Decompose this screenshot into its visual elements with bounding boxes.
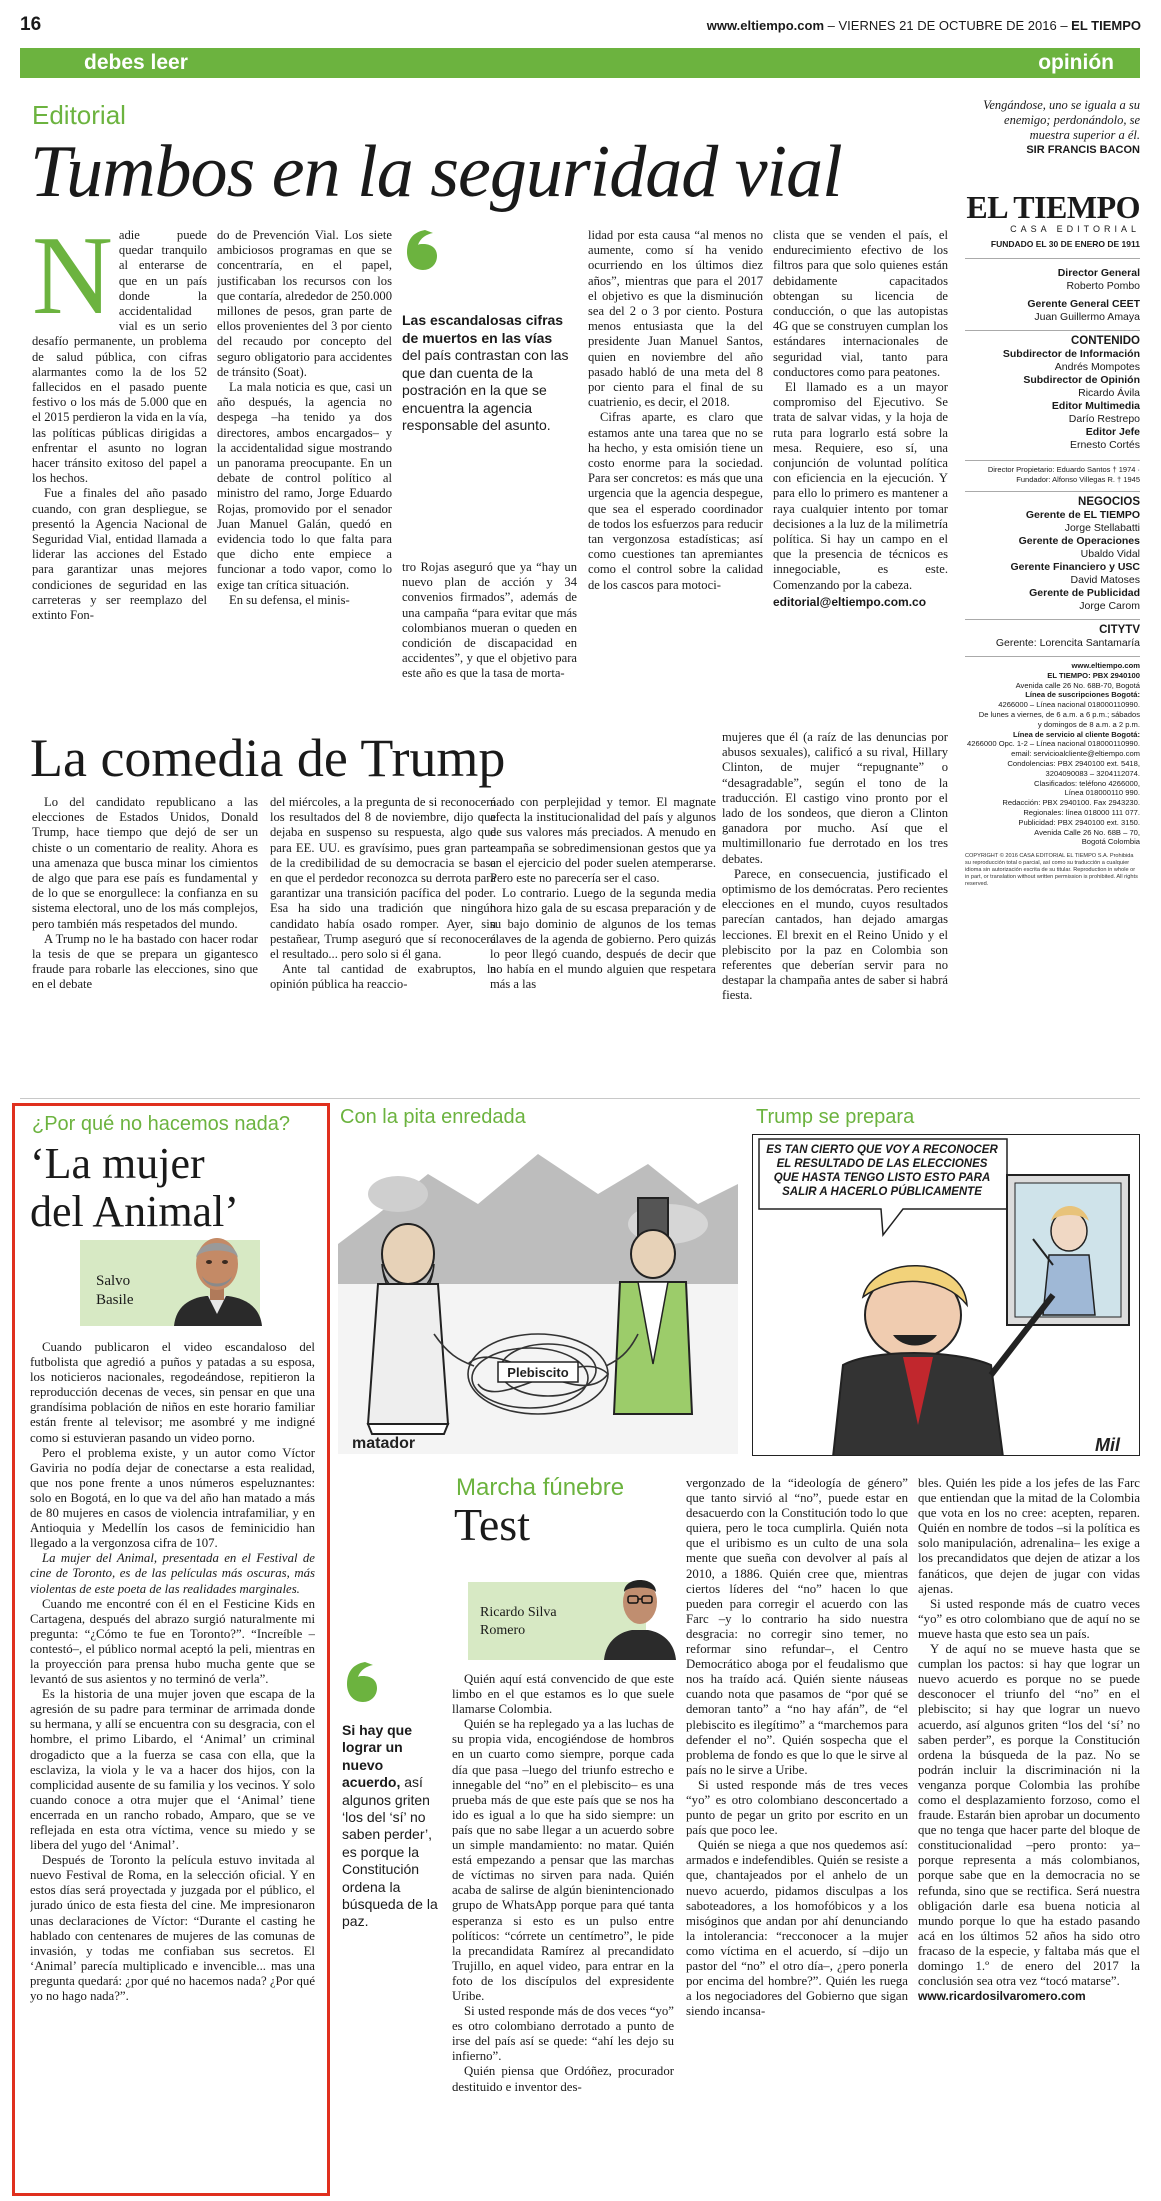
staff-name: Juan Guillermo Amaya — [1034, 311, 1140, 323]
editorial-kicker: Editorial — [32, 100, 126, 130]
basile-headline-line-1: ‘La mujer — [30, 1139, 205, 1188]
basile-avatar — [168, 1230, 266, 1326]
editorial-col-1-text: adie puede quedar tranquilo al enterarse de que en un país donde la accidentalidad vial es un serio desafío permanente, un problema de salud pública, con cifras alarmantes como la de los 52 fallecidos en el pasado puente festivo o los más de 5.000 que en el 2015 perdieron la vida en la vía, las políticas públicas dirigidas a enfrentar el asunto no logran hacer tránsito exitoso del papel a los hechos. — [32, 228, 207, 486]
section-right: opinión — [1038, 51, 1114, 74]
silva-col-3-p2: Si usted responde más de cuatro veces “yo” es otro colombiano que de aquí no se mueve hasta que esto sea un país. — [918, 1596, 1140, 1641]
basile-p3 — [30, 1551, 315, 1596]
silva-col-1-p2: Quién se ha replegado ya a las luchas de su propia vida, encogiéndose de hombros en un cuarto como siempre, porque cada día que pasa –luego del triunfo estrecho e innegable del “no” en el plebiscito– es una prueba más de que este país que se nos ha ido es igual a lo que ha sido siempre: un país que no sabe llegar a un acuerdo sobre un simple mandamiento: no matar. Quién está empezando a pensar que las marchas de víctimas no sirven para nada. Quién acaba de salirse de algún bienintencionado grupo de WhatsApp porque para qué tanta esperanza si esto es un pulso entre políticos: “córrete un centímetro”, le pide la precandidata Ramírez al precandidato Trujillo, en aquel video, para entrar en la foto de los discípulos del expresidente Uribe. — [452, 1717, 674, 2003]
business-role: Gerente de EL TIEMPO — [1025, 509, 1140, 521]
contact-line: 4266000 Opc. 1-2 – Línea nacional 018000110990. — [967, 739, 1140, 749]
cartoon-1-label: Plebiscito — [507, 1365, 569, 1380]
editorial-pullquote — [402, 312, 572, 435]
trump-col-2-p2: Ante tal cantidad de exabruptos, la opinión pública ha reaccio- — [270, 962, 496, 992]
business-section: NEGOCIOS — [1078, 496, 1140, 508]
basile-kicker: ¿Por qué no hacemos nada? — [32, 1113, 290, 1135]
masthead-founded: FUNDADO EL 30 DE ENERO DE 1911 — [990, 239, 1140, 249]
pullquote-rest: del país contrastan con las que dan cuenta de la postración en la que se encuentra la agencia responsable del asunto. — [402, 347, 569, 433]
staff-role: Editor Multimedia — [1051, 400, 1140, 412]
author-last: Basile — [96, 1292, 134, 1308]
cartoon-2-speech: ES TAN CIERTO QUE VOY A RECONOCER EL RESULTADO DE LAS ELECCIONES QUE HASTA TENGO LISTO ESTO PARA SALIR A HACERLO PÚBLICAMENTE — [766, 1144, 998, 1198]
contact-line: Línea de servicio al cliente Bogotá: — [1012, 729, 1140, 739]
staff-name: Ricardo Ávila — [1078, 387, 1140, 399]
basile-headline — [30, 1140, 239, 1236]
cartoon-2 — [752, 1134, 1140, 1456]
epigraph-text: Vengándose, uno se iguala a su enemigo; perdonándolo, se muestra superior a él. — [983, 98, 1140, 142]
editorial-email[interactable]: editorial@eltiempo.com.co — [773, 594, 927, 609]
silva-col-2-p2: Si usted responde más de tres veces “yo” es otro colombiano desconcertado a punto de pegar un grito por escrito en un país que poco lee. — [686, 1777, 908, 1838]
contact-line: email: servicioalcliente@eltiempo.com — [1011, 749, 1140, 759]
citytv-manager: Gerente: Lorencita Santamaría — [995, 637, 1140, 649]
staff-role: Subdirector de Información — [1002, 348, 1140, 360]
contact-line: Bogotá Colombia — [1081, 837, 1140, 847]
editorial-col-3-text: tro Rojas aseguró que ya “hay un nuevo plan de acción y 34 convenios firmados”, además de una campaña “para evitar que más colombianos mueran o queden en condición de discapacidad en accidentes”, y que el objetivo para este año es que la tasa de morta- — [402, 560, 577, 681]
business-name: Jorge Carom — [1079, 600, 1140, 612]
trump-headline: La comedia de Trump — [30, 728, 506, 788]
editorial-col-5 — [773, 228, 948, 698]
silva-col-2-p1: vergonzado de la “ideología de género” que tanto sirvió al “no”, puede estar en desacuerdo con la Constitución todo lo que quiera, pero le toca cumplirla. Quién nota que el uribismo es un culto de una sola mente que sueña con devolver al país al 2010, a 1886. Quién cree que, mientras ciertos líderes del “no” hacen lo que pueden para corregir el acuerdo con las Farc –y lo contrario ha sido nuestra desgracia: no corregir sino temer, no reformar sino refundar–, el Centro Democrático aboga por el feudalismo que nos ha traído acá. Quién siente náuseas cuando nota que pasamos de “por qué se demoran tanto” a “no hay afán”, de “el plebiscito es ilegítimo” a “marchemos para defender el no”. Quién sospecha que el problema de fondo es que lo que le sirve al país no le sirve a Uribe. — [686, 1476, 908, 1777]
section-left: debes leer — [84, 51, 188, 74]
editorial-headline: Tumbos en la seguridad vial — [30, 131, 842, 213]
contact-list — [965, 661, 1140, 847]
editorial-col-4 — [588, 228, 763, 708]
cartoon-1 — [338, 1134, 738, 1454]
masthead-owners: Director Propietario: Eduardo Santos † 1974 · Fundador: Alfonso Villegas R. † 1945 — [987, 465, 1140, 484]
trump-col-3 — [490, 795, 716, 1085]
silva-col-1-p1: Quién aquí está convencido de que este limbo en el que estamos es lo que suele llamarse Colombia. — [452, 1672, 674, 1717]
contact-line: De lunes a viernes, de 6 a.m. a 6 p.m.; sábados — [978, 709, 1140, 719]
copyright: COPYRIGHT © 2016 CASA EDITORIAL EL TIEMPO S.A. Prohibida su reproducción total o parcial, así como su traducción a cualquier idioma sin autorización escrita de su titular. Reproduction in whole or in part, or translation without written permission is prohibited. All rights reserved. — [965, 853, 1138, 888]
masthead-logo: EL TIEMPO — [966, 189, 1140, 225]
page-number: 16 — [20, 14, 42, 35]
silva-pullquote — [342, 1722, 438, 1931]
business-role: Gerente Financiero y USC — [1010, 561, 1140, 573]
basile-p1: Cuando publicaron el video escandaloso del futbolista que agredió a puños y patadas a su esposa, los noticieros nacionales, regodeándose, repitieron la reproducción decenas de veces, sin pensar en que una grandísima población de niños en este horario familiar están frente al televisor; me asombré y me indigné como si estuvieran pasando un video porno. — [30, 1340, 315, 1445]
silva-author — [480, 1604, 557, 1640]
contact-line: Línea 018000110 990. — [1064, 788, 1140, 798]
citytv — [965, 624, 1140, 650]
basile-p6: Después de Toronto la película estuvo invitada al nuevo Festival de Roma, en la selección oficial. Y en estos días será proyectada y juzgada por el público, el jurado único de esta fiesta del cine. Me impresionaron unas declaraciones de Víctor: “Durante el casting he hablado con centenares de mujeres de las comunas de invasión, y todas me confiaban sus secretos. El ‘Animal’ parecía multiplicado e invencible... mas una pregunta quedará: ¿por qué no hacemos nada? ¿Por qué yo no hago nada?”. — [30, 1853, 315, 2004]
staff-name: Ernesto Cortés — [1069, 439, 1140, 451]
trump-col-2 — [270, 795, 496, 1085]
contact-line: 3204090083 – 3204112074. — [1045, 768, 1140, 778]
staff-role: Gerente General CEET — [1027, 298, 1140, 310]
author-first: Ricardo Silva — [480, 1605, 557, 1620]
business-role: Gerente de Publicidad — [1029, 587, 1140, 599]
staff-role: Subdirector de Opinión — [1023, 374, 1140, 386]
contact-line: 4266000 – Línea nacional 018000110990. — [998, 700, 1140, 710]
trump-col-1-p1: Lo del candidato republicano a las elecciones de Estados Unidos, Donald Trump, hace tiempo que dejó de ser un chiste o un comentario de reality. Ahora es una amenaza que busca minar los cimientos de algo que para ese país es fundamental y de lo que se enorgullece: la confianza en su sistema electoral, uno de los más complejos, pero también más respetados del mundo. — [32, 795, 258, 931]
silva-col-3-p1: bles. Quién les pide a los jefes de las Farc que entiendan que la mitad de la Colombia que vota en los no cree: acepten, reparen. Quién en nombre de todos –si la política es solo manipulación, adrenalina– les exige a los precandidatos que dejen de atizar a los fanáticos, que dejen de jugar con vidas ajenas. — [918, 1476, 1140, 1596]
contact-line: Avenida Calle 26 No. 68B – 70, — [1034, 827, 1140, 837]
author-last: Romero — [480, 1623, 526, 1638]
trump-col-4 — [722, 730, 948, 1085]
basile-author — [96, 1272, 134, 1310]
cartoon-1-title: Con la pita enredada — [340, 1106, 526, 1128]
silva-pullquote-bold: Si hay que lograr un nuevo acuerdo, — [342, 1722, 413, 1791]
masthead — [965, 190, 1140, 888]
author-first: Salvo — [96, 1273, 131, 1289]
cartoon-2-signature: Mil — [1095, 1435, 1120, 1455]
silva-col-2-p3: Quién se niega a que nos quedemos así: armados e indefendibles. Quién se resiste a que, chantajeados por el anhelo de un nuevo acuerdo, pidamos disculpas a los saboteadores, a los homofóbicos y a los misóginos que andan por ahí denunciando la intolerancia: “recconocer a la mujer como víctima en el acuerdo, sí –dijo un pastor del “no” el otro día–, ¿pero ponerla por encima del hombre?”. Quién les ruega a los negociadores del Gobierno que sigan siendo incansa- — [686, 1838, 908, 2019]
silva-headline: Test — [454, 1499, 530, 1550]
header-dateline: www.eltiempo.com – VIERNES 21 DE OCTUBRE DE 2016 – EL TIEMPO — [706, 18, 1141, 33]
silva-avatar — [600, 1566, 680, 1660]
editorial-col-1 — [32, 228, 207, 708]
silva-col-2 — [686, 1476, 908, 2194]
pullquote-bold: Las escandalosas cifras de muertos en las vías — [402, 312, 564, 346]
staff-role: Director General — [1057, 267, 1140, 279]
editorial-col-3 — [402, 560, 577, 710]
basile-body — [30, 1340, 315, 2190]
silva-col-3-p3: Y de aquí no se mueve hasta que se cumplan los pactos: si hay que lograr un nuevo acuerdo es porque no se puede desconocer el triunfo del “no” en el plebiscito; si hay que lograr un nuevo acuerdo, así algunos griten “los del ‘sí’ no saben perder”, es porque la Constitución ordena la búsqueda de la paz. No se podrán incluir la discriminación ni la venganza porque Colombia las prohíbe como el desplazamiento forzoso, como el fraude. Estarán bien aprobar un documento que no tenga que hacer parte del bloque de constitucionalidad –pero pronto: ya– porque representa a más colombianos, porque sabe que en la democracia no se refunda, sino que se rectifica. Será nuestra obligación darle esa buena noticia al mundo porque lo que ha estado pasando acá en los últimos 52 años ha sido otro fracaso de la especie, y faltaba más que el domingo 1.º de enero del 2017 la conclusión sea otra vez “tocó matarse”. — [918, 1642, 1140, 1989]
contact-line: Clasificados: teléfono 4266000, — [1034, 778, 1140, 788]
silva-pullquote-icon — [345, 1658, 385, 1710]
editorial-col-1-p2: Fue a finales del año pasado cuando, con gran despliegue, se presentó la Agencia Nacional de Seguridad Vial, entidad llamada a liderar las acciones del Estado para garantizar unas mejores condiciones de seguridad en las carreteras y ser reemplazo del extinto Fon- — [32, 486, 207, 623]
section-bar — [20, 48, 1140, 78]
contact-line: Publicidad: PBX 2940100 ext. 3150. — [1018, 817, 1140, 827]
silva-kicker: Marcha fúnebre — [456, 1474, 625, 1501]
contact-line: Regionales: línea 018000 111 077. — [1023, 807, 1140, 817]
basile-headline-line-2: del Animal’ — [30, 1187, 239, 1236]
staff-list — [965, 267, 1140, 452]
contact-line: Redacción: PBX 2940100. Fax 2943230. — [1002, 798, 1140, 808]
contact-line: Línea de suscripciones Bogotá: — [1025, 690, 1140, 700]
silva-web[interactable]: www.ricardosilvaromero.com — [918, 1989, 1086, 2004]
section-divider — [20, 1098, 1140, 1099]
citytv-label: CITYTV — [1099, 624, 1140, 636]
editorial-col-4-p1: lidad por esta causa “al menos no aumente, como sí ha venido ocurriendo en los últimos diez años”, mientras que para el 2017 el objetivo es que la disminución sea del 2 o 3 por ciento. Postura menos entusiasta que la del presidente Juan Manuel Santos, quien en noviembre del año pasado habló de una meta del 8 por ciento para el final de su cuatrienio, es decir, el 2018. — [588, 228, 763, 410]
pullquote-icon — [405, 226, 445, 278]
editorial-col-4-p2: Cifras aparte, es claro que estamos ante una tarea que no se ha hecho, y esta omisión tiene un costo enorme para la sociedad. Para ser concretos: es más que una urgencia que la agencia despegue, que sea el esperado coordinador de todos los esfuerzos para reducir tan vergonzosa estadísticas; así como cuestiones tan apremiantes como el control sobre la calidad de los cascos para motoci- — [588, 410, 763, 592]
contact-line: Avenida calle 26 No. 68B-70, Bogotá — [1015, 680, 1140, 690]
staff-name: Darío Restrepo — [1068, 413, 1140, 425]
silva-col-1-p4: Quién piensa que Ordóñez, procurador destituido e inventor des- — [452, 2064, 674, 2094]
staff-name: Roberto Pombo — [1066, 280, 1140, 292]
silva-col-3 — [918, 1476, 1140, 2194]
basile-p3-text: La mujer del Animal, presentada en el Festival de cine de Toronto, es de las películas más oscuras, más violentas de este poeta de las realidades marginales. — [30, 1551, 315, 1596]
silva-pullquote-rest: así algunos griten ‘los del ‘sí’ no saben perder’, es porque la Constitución ordena la búsqueda de la paz. — [342, 1774, 438, 1930]
cartoon-2-title: Trump se prepara — [756, 1106, 915, 1128]
contact-line[interactable]: www.eltiempo.com — [1071, 661, 1140, 670]
contact-line: EL TIEMPO: PBX 2940100 — [1047, 670, 1140, 680]
business-name: David Matoses — [1070, 574, 1140, 586]
editorial-col-2-p1: do de Prevención Vial. Los siete ambiciosos programas en que se concentraría, en el papel, justificaban los recursos con los que contaría, alrededor de 250.000 millones de pesos, gran parte de ellos provenientes del 3 por ciento del recaudo por concepto del seguro obligatorio para accidentes de tránsito (Soat). — [217, 228, 392, 379]
editorial-col-5-p2: El llamado es a un mayor compromiso del Ejecutivo. Se trata de salvar vidas, y la hoja de ruta para lograrlo está sobre la mesa. Requiere, eso sí, una conjunción de voluntad política con eficiencia en la ejecución. Y para ello lo primero es mantener a raya cualquier intento por tomar decisiones a la luz de la milimetría política. Si hay un campo en el que la presencia de técnicos es innegociable, es este. Comenzando por la cabeza. — [773, 380, 948, 592]
trump-col-4-p2: Parece, en consecuencia, justificado el optimismo de los demócratas. Pero recientes elecciones en el mundo, cuyos resultados parecían cantados, han dejado amargas lecciones. El brexit en el Reino Unido y el plebiscito por la paz en Colombia son referentes que deberían servir para no destapar la champaña antes de saber si habrá fiesta. — [722, 866, 948, 1003]
trump-col-2-p1: del miércoles, a la pregunta de si reconocerá los resultados del 8 de noviembre, dijo que dejaba en suspenso su respuesta, algo que para EE. UU. es gravísimo, pues gran parte de la credibilidad de su democracia se basa en que el perdedor reconozca su derrota para garantizar una transición pacífica del poder. Esa ha sido una tradición que ningún candidato había osado romper. Ayer, sin pestañear, Trump aseguró que sí reconocerá el resultado... pero solo si él gana. — [270, 795, 496, 962]
editorial-col-2-p3: En su defensa, el minis- — [229, 592, 350, 607]
business-role: Gerente de Operaciones — [1018, 535, 1140, 547]
editorial-col-2-p2: La mala noticia es que, casi un año después, la agencia no despega –ha tenido ya dos directores, ambos encargados– y la accidentalidad sigue mostrando un panorama preocupante. En un debate de control político al ministro del ramo, Jorge Eduardo Rojas, promovido por el senador Juan Manuel Galán, quedó en evidencia todo lo que falta para que dicho ente empiece a funcionar a todo vapor, como lo exige tan crítica situación. — [217, 380, 392, 592]
trump-col-4-p1: mujeres que él (a raíz de las denuncias por abusos sexuales), calificó a su rival, Hillary Clinton, de mujer “repugnante” o “desagradable”, según el tono de la traducción. El castigo vino pronto por el lado de los sondeos, que dieron a Clinton ganadora por mucho. Así que el multimillonario fue derrotado en los tres debates. — [722, 730, 948, 866]
epigraph — [965, 98, 1140, 158]
trump-col-3-p1: nado con perplejidad y temor. El magnate afecta la institucionalidad del país y algunos de sus valores más preciados. A menudo en campaña se sobredimensionan gestos que ya en el ejercicio del poder suelen atemperarse. Pero este no parecería ser el caso. — [490, 795, 716, 886]
basile-p4: Cuando me encontré con él en el Festicine Kids en Cartagena, después del abrazo surgió naturalmente mi pregunta: “¿Cómo te fue en Toronto?”. “Increíble –contestó–, el público normal aceptó la peli, mientras en la proyección para prensa hubo mucha gente que se levantó de sus asientos y no terminó de verla”. — [30, 1596, 315, 1687]
silva-col-1 — [452, 1672, 674, 2194]
silva-col-1-p3: Si usted responde más de dos veces “yo” es otro colombiano derrotado a punto de irse del país así se quede: “ahí les dejo su infierno”. — [452, 2004, 674, 2064]
editorial-col-2 — [217, 228, 392, 708]
staff-section: CONTENIDO — [1071, 335, 1140, 347]
contact-line: Condolencias: PBX 2940100 ext. 5418, — [1007, 758, 1140, 768]
business-name: Ubaldo Vidal — [1080, 548, 1140, 560]
editorial-col-5-p1: clista que se venden el país, el endurecimiento efectivo de los filtros para que solo quienes están debidamente capacitados obtengan su licencia de conducción, o que las autopistas 4G que se construyen cumplan los estándares internacionales de seguridad vial, tanto para conductores como para peatones. — [773, 228, 948, 379]
staff-role: Editor Jefe — [1085, 426, 1140, 438]
cartoon-1-signature: matador — [352, 1435, 416, 1452]
basile-p2: Pero el problema existe, y un autor como Víctor Gaviria no podía dejar de conectarse a esta realidad, que nos pone frente a unos números espeluznantes: solo en Bogotá, en lo que va del año han matado a más de 80 mujeres en casos de violencia intrafamiliar, y en Antioquia y Medellín los casos de feminicidio han llegado a la vergonzosa cifra de 107. — [30, 1445, 315, 1551]
basile-p5: Es la historia de una mujer joven que escapa de la agresión de su padre para terminar de arrimada donde su hermana, y allí se encuentra con su desgracia, con el hombre, el primo Libardo, el ‘Animal’ un criminal drogadicto que a la fuerza se casa con ella, que la esclaviza, la viola y le va a hacer dos hijos, con la complicidad ausente de su familia y los vecinos. Y solo cuando conoce a otra mujer que el ‘Animal’ tiene encerrada en un rancho robado, Amparo, que se ve reflejada en esta otra víctima, vence su miedo y se libera del yugo del ‘Animal’. — [30, 1687, 315, 1853]
site-url[interactable]: www.eltiempo.com — [706, 18, 825, 33]
trump-col-1-p2: A Trump no le ha bastado con hacer rodar la tesis de que se prepara un gigantesco fraude para robarle las elecciones, sino que en el debate — [32, 931, 258, 992]
trump-col-3-p2: Lo contrario. Luego de la segunda media hora hizo gala de su escasa preparación y de su bajo dominio de algunos de los temas claves de la agenda de gobierno. Pero quizás lo peor llegó cuando, después de decir que no había en el mundo alguien que respetara más a las — [490, 886, 716, 992]
business-list — [965, 496, 1140, 613]
epigraph-author: SIR FRANCIS BACON — [1026, 144, 1140, 156]
contact-line: y domingos de 8 a.m. a 2 p.m. — [1037, 719, 1140, 729]
paper-name: EL TIEMPO — [1071, 18, 1141, 33]
trump-col-1 — [32, 795, 258, 1085]
issue-date: VIERNES 21 DE OCTUBRE DE 2016 — [838, 18, 1057, 33]
masthead-subtitle: CASA EDITORIAL — [1010, 224, 1140, 234]
business-name: Jorge Stellabatti — [1064, 522, 1140, 534]
dropcap: N — [32, 228, 113, 338]
staff-name: Andrés Mompotes — [1054, 361, 1140, 373]
